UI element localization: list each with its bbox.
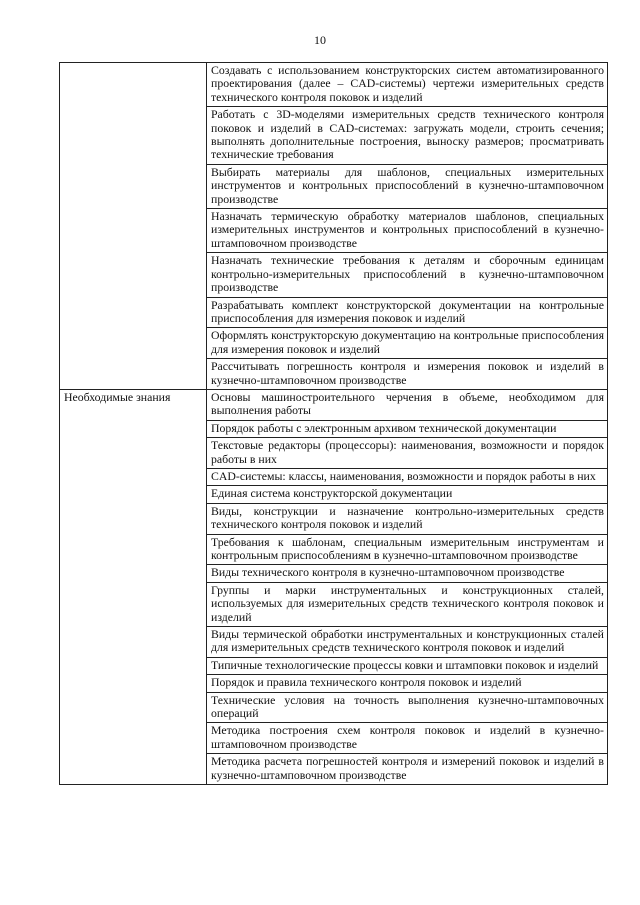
requirement-item: Виды термической обработки инструментальных и конструкционных сталей для измерительных средств технического контроля поковок и изделий [207,627,608,658]
requirement-item: Основы машиностроительного черчения в объеме, необходимом для выполнения работы [207,389,608,420]
requirement-item: Виды, конструкции и назначение контрольно-измерительных средств технического контроля поковок и изделий [207,503,608,534]
requirements-table-body [60,63,608,785]
requirement-item: Методика построения схем контроля поковок и изделий в кузнечно-штамповочном производстве [207,723,608,754]
requirements-table [59,62,608,785]
requirement-item: Технические условия на точность выполнения кузнечно-штамповочных операций [207,692,608,723]
requirement-item: Типичные технологические процессы ковки и штамповки поковок и изделий [207,657,608,674]
section-label-empty [60,63,207,390]
requirement-item: Назначать термическую обработку материалов шаблонов, специальных измерительных инструментов и контрольных приспособлений в кузнечно-штамповочном производстве [207,209,608,253]
requirement-item: Методика расчета погрешностей контроля и измерений поковок и изделий в кузнечно-штамповочном производстве [207,754,608,785]
table-row [60,63,608,107]
requirement-item: Оформлять конструкторскую документацию на контрольные приспособления для измерения поковок и изделий [207,328,608,359]
requirement-item: Группы и марки инструментальных и конструкционных сталей, используемых для измерительных средств технического контроля поковок и изделий [207,582,608,626]
requirement-item: CAD-системы: классы, наименования, возможности и порядок работы в них [207,468,608,485]
requirement-item: Текстовые редакторы (процессоры): наименования, возможности и порядок работы в них [207,438,608,469]
requirement-item: Рассчитывать погрешность контроля и измерения поковок и изделий в кузнечно-штамповочном производстве [207,359,608,390]
requirement-item: Порядок работы с электронным архивом технической документации [207,420,608,437]
requirement-item: Порядок и правила технического контроля поковок и изделий [207,675,608,692]
requirement-item: Назначать технические требования к деталям и сборочным единицам контрольно-измерительных приспособлений в кузнечно-штамповочном производстве [207,253,608,297]
requirement-item: Разрабатывать комплект конструкторской документации на контрольные приспособления для измерения поковок и изделий [207,297,608,328]
requirement-item: Виды технического контроля в кузнечно-штамповочном производстве [207,565,608,582]
section-label: Необходимые знания [60,389,207,784]
requirement-item: Выбирать материалы для шаблонов, специальных измерительных инструментов и контрольных приспособлений в кузнечно-штамповочном производстве [207,164,608,208]
page-number: 10 [314,33,326,47]
requirement-item: Работать с 3D-моделями измерительных средств технического контроля поковок и изделий в CAD-системах: загружать модели, строить сечения; выполнять дополнительные построения, выноску размеров; просматривать технические требования [207,107,608,165]
requirement-item: Требования к шаблонам, специальным измерительным инструментам и контрольным приспособлениям в кузнечно-штамповочном производстве [207,534,608,565]
table-row [60,389,608,420]
requirement-item: Создавать с использованием конструкторских систем автоматизированного проектирования (далее – CAD-системы) чертежи измерительных средств технического контроля поковок и изделий [207,63,608,107]
requirement-item: Единая система конструкторской документации [207,486,608,503]
